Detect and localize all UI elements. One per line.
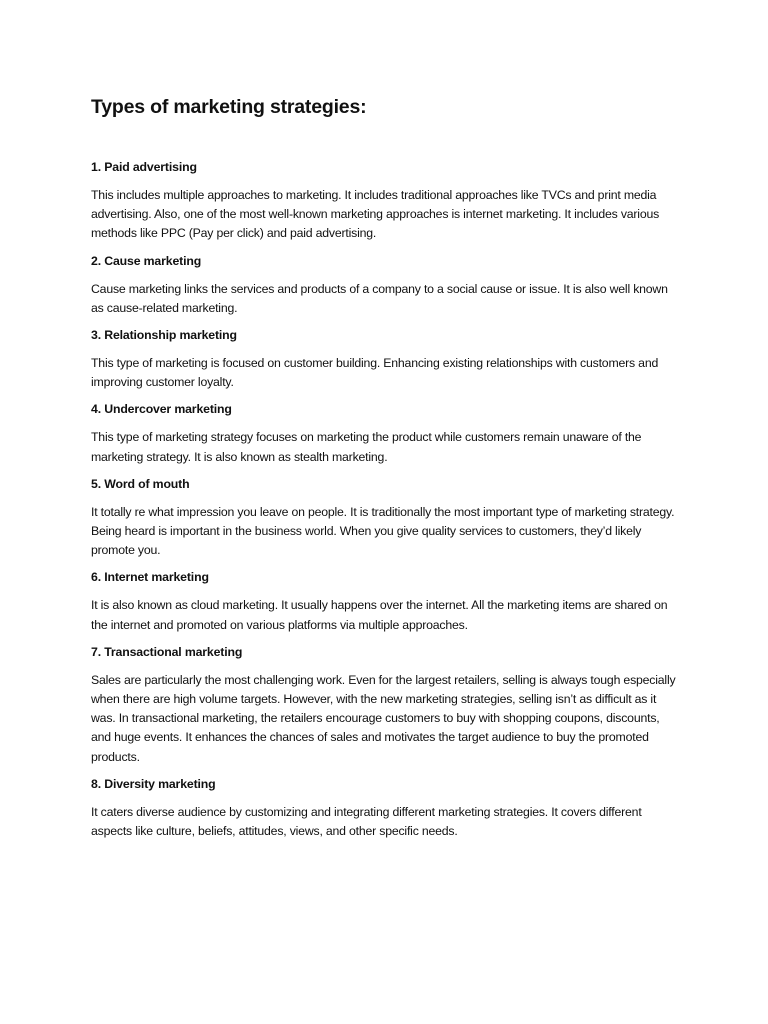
strategy-section-undercover-marketing <box>91 400 681 466</box>
section-body: This includes multiple approaches to marketing. It includes traditional approaches like TVCs and print media advertising. Also, one of the most well-known marketing approaches is internet marketing. It includes various methods like PPC (Pay per click) and paid advertising. <box>91 188 660 241</box>
strategy-section-relationship-marketing <box>91 326 681 392</box>
section-heading: 1. Paid advertising <box>91 160 197 174</box>
section-body: This type of marketing is focused on customer building. Enhancing existing relationships with customers and improving customer loyalty. <box>91 356 659 390</box>
strategy-section-diversity-marketing <box>91 775 681 841</box>
strategy-section-transactional-marketing <box>91 643 681 767</box>
section-body: It is also known as cloud marketing. It usually happens over the internet. All the marketing items are shared on the internet and promoted on various platforms via multiple approaches. <box>91 598 668 632</box>
strategy-section-word-of-mouth <box>91 475 681 561</box>
section-heading: 8. Diversity marketing <box>91 776 216 791</box>
section-heading: 6. Internet marketing <box>91 570 209 585</box>
section-heading: 2. Cause marketing <box>91 253 202 268</box>
section-body: Sales are particularly the most challenging work. Even for the largest retailers, selling is always tough especially when there are high volume targets. However, with the new marketing strategies, selling isn’t as difficult as it was. In transactional marketing, the retailers encourage customers to buy with shopping coupons, discounts, and huge events. It enhances the chances of sales and motivates the target audience to buy the promoted products. <box>91 672 676 764</box>
strategy-section-paid-advertising <box>91 158 681 244</box>
section-heading: 3. Relationship marketing <box>91 328 237 343</box>
section-body: It totally re what impression you leave on people. It is traditionally the most important type of marketing strategy. Being heard is important in the business world. When you give quality services to customers, they’d likely promote you. <box>91 504 675 558</box>
section-heading: 5. Word of mouth <box>91 476 190 491</box>
strategy-section-cause-marketing <box>91 252 681 318</box>
strategy-list <box>91 158 681 841</box>
section-heading: 4. Undercover marketing <box>91 402 232 417</box>
section-body: This type of marketing strategy focuses on marketing the product while customers remain unaware of the marketing strategy. It is also known as stealth marketing. <box>91 430 642 464</box>
strategy-section-internet-marketing <box>91 568 681 634</box>
document-content <box>91 94 681 849</box>
section-body: It caters diverse audience by customizing and integrating different marketing strategies. It covers different aspects like culture, beliefs, attitudes, views, and other specific needs. <box>91 804 642 839</box>
section-body: Cause marketing links the services and products of a company to a social cause or issue. It is also well known as cause-related marketing. <box>91 281 668 315</box>
document-title: Types of marketing strategies: <box>91 96 367 118</box>
section-heading: 7. Transactional marketing <box>91 644 243 659</box>
